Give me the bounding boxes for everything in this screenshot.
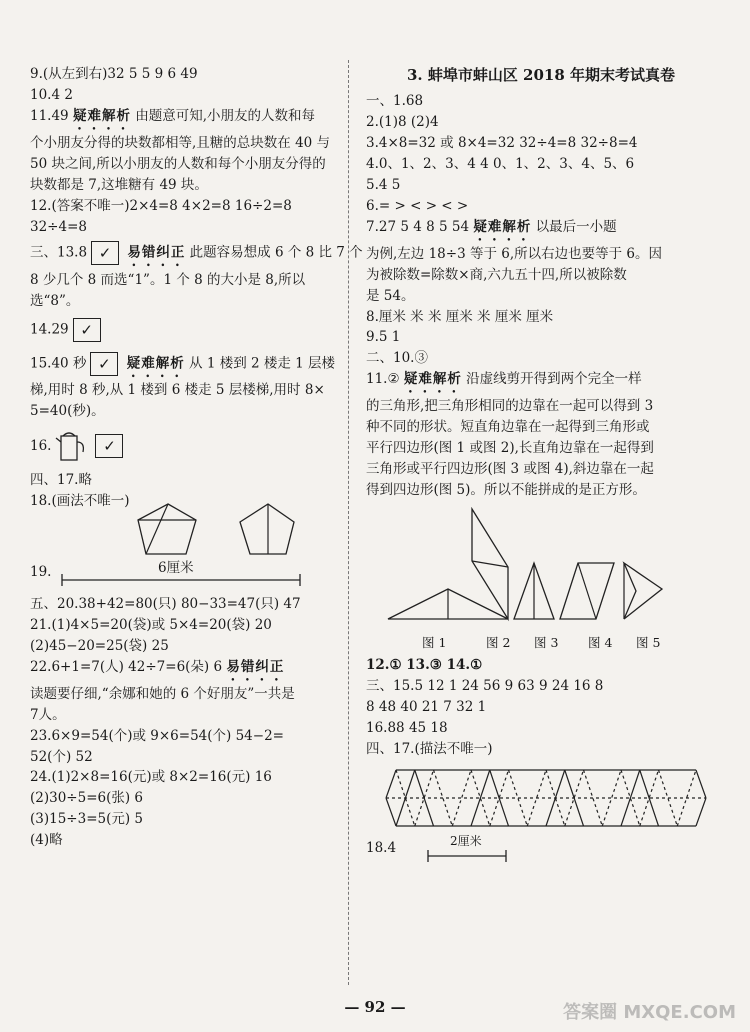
error-tag: 易错纠正: [127, 244, 186, 261]
answer-14: 14.29 ✓: [30, 318, 340, 342]
answer-r2: 2.(1)8 (2)4: [366, 114, 439, 131]
answer-16: 16. ✓: [30, 428, 340, 464]
answer-24: 24.(1)2×8=16(元)或 8×2=16(元) 16: [30, 769, 272, 786]
answer-r1: 一、1.68: [366, 93, 424, 110]
answer-19: 19. 6厘米: [30, 562, 340, 590]
answer-r8: 8.厘米 米 米 厘米 米 厘米 厘米: [366, 308, 554, 325]
left-column: 9.(从左到右)32 5 5 9 6 49 10.4 2 11.49 疑难解析 由题意可知,小朋友的人数和每 个小朋友分得的块数都相等,且糖的总块数在 40 与 50 块之间,所以小朋友的人数和每个小朋友分得的 块数都是 7,这堆糖有 49 块。 12.(答案不唯一)2×4=8 4×2=8 16÷2=8 32÷4=8 三、13.8 ✓ 易错纠正 此题容易想成 6 个 8 比 7 个 8 少几个 8 而选“1”。1 个 8 的大小是 8,所以 选“8”。 14.29 ✓ 15.40 秒 ✓ 疑难解析 从 1 楼到 2 楼走 1 层楼 梯,用时 8 秒,从 1 楼到 6 楼走 5 层楼梯,用时 8× 5=40(秒)。 16. ✓ 四、17.略 18.(画法不唯一) 19. 6厘米 五、20.38+42=80(只) 80−33=47(只) 47 21.(1)4×5=20(袋)或 5×4=20(袋) 20 (2)45−20=25(袋) 25 22.6+1=7(人) 42÷7=6(朵) 6 易错纠正 读题要仔细,“余娜和她的 6 个好朋友”一共是 7人。 23.6×9=54(个)或 9×6=54(个) 54−2= 52(个) 52 24.(1)2×8=16(元)或 8×2=16(元) 16 (2)30÷5=6(张) 6 (3)15÷3=5(元) 5 (4)略: [30, 66, 363, 849]
answer-r9: 9.5 1: [366, 329, 401, 346]
check-box: ✓: [90, 352, 118, 376]
answer-r4: 4.0、1、2、3、4 4 0、1、2、3、4、5、6: [366, 156, 635, 173]
answer-r11: 11.② 疑难解析 沿虚线剪开得到两个完全一样: [366, 371, 642, 388]
section-title: 3. 蚌埠市蚌山区 2018 年期末考试真卷: [406, 66, 676, 84]
page-number: — 92 —: [344, 998, 406, 1016]
answer-23: 23.6×9=54(个)或 9×6=54(个) 54−2=: [30, 727, 284, 744]
error-tag: 易错纠正: [226, 658, 285, 675]
kettle-icon: [55, 428, 87, 464]
answer-r3: 3.4×8=32 或 8×4=32 32÷4=8 32÷8=4: [366, 135, 638, 152]
column-divider: [348, 60, 349, 985]
answer-13: 三、13.8 ✓ 易错纠正 此题容易想成 6 个 8 比 7 个: [30, 241, 340, 270]
answer-r12: 12.① 13.③ 14.①: [366, 656, 483, 673]
answer-r15: 三、15.5 12 1 24 56 9 63 9 24 16 8: [366, 677, 604, 694]
segment-label: 6厘米: [158, 559, 194, 576]
answer-r6: 6.= > < > < >: [366, 197, 469, 214]
answer-10: 10.4 2: [30, 86, 73, 103]
answer-9: 9.(从左到右)32 5 5 9 6 49: [30, 66, 198, 82]
check-box: ✓: [91, 241, 119, 265]
difficulty-tag: 疑难解析: [403, 371, 462, 388]
difficulty-tag: 疑难解析: [126, 355, 185, 372]
check-box: ✓: [73, 318, 101, 342]
figure-labels: 图 1 图 2 图 3 图 4 图 5: [422, 634, 661, 650]
check-box: ✓: [95, 434, 123, 458]
watermark: 答案圈 MXQE.COM: [563, 1002, 736, 1023]
segment-label: 2厘米: [450, 833, 482, 848]
answer-r18: 18.4 2厘米: [366, 838, 716, 868]
answer-15: 15.40 秒 ✓ 疑难解析 从 1 楼到 2 楼走 1 层楼: [30, 352, 340, 381]
difficulty-tag: 疑难解析: [72, 107, 131, 124]
answer-22: 22.6+1=7(人) 42÷7=6(朵) 6 易错纠正: [30, 658, 285, 675]
triangle-figures: [366, 507, 716, 637]
answer-r5: 5.4 5: [366, 176, 401, 193]
right-column: 3. 蚌埠市蚌山区 2018 年期末考试真卷 一、1.68 2.(1)8 (2)4 3.4×8=32 或 8×4=32 32÷4=8 32÷8=4 4.0、1、2、3、4 4 0、1、2、3、4、5、6 5.4 5 6.= > < > < > 7.27 5 4 8 5 54 疑难解析 以最后一小题 为例,左边 18÷3 等于 6,所以右边也要等于 6。因 为被除数=除数×商,六九五十四,所以被除数 是 54。 8.厘米 米 米 厘米 米 厘米 厘米 9.5 1 二、10.③ 11.② 疑难解析 沿虚线剪开得到两个完全一样 的三角形,把三角形相同的边靠在一起可以得到 3 种不同的形状。短直角边靠在一起得到三角形或 平行四边形(图 1 或图 2),长直角边靠在一起得到 三角形或平行四边形(图 3 或图 4),斜边靠在一起 得到四边形(图 5)。所以不能拼成的是正方形。 图 1 图 2 图 3 图 4 图 5 12.① 13.③ 14.① 三、15.5 12 1 24 56 9 63 9 24 16 8 8 48 40 21 7 32 1 16.88 45 18 四、17.(描法不唯一) 18.4 2厘米: [366, 64, 716, 868]
answer-r7: 7.27 5 4 8 5 54 疑难解析 以最后一小题: [366, 218, 617, 235]
difficulty-tag: 疑难解析: [473, 218, 532, 235]
answer-r16: 16.88 45 18: [366, 719, 448, 736]
answer-12: 12.(答案不唯一)2×4=8 4×2=8 16÷2=8: [30, 197, 292, 214]
answer-17: 四、17.略: [30, 472, 92, 489]
answer-18: 18.(画法不唯一): [30, 493, 130, 510]
answer-20: 五、20.38+42=80(只) 80−33=47(只) 47: [30, 595, 301, 612]
answer-21: 21.(1)4×5=20(袋)或 5×4=20(袋) 20: [30, 616, 272, 633]
triangle-grid: [366, 764, 716, 832]
answer-r17: 四、17.(描法不唯一): [366, 740, 493, 757]
answer-11: 11.49 疑难解析 由题意可知,小朋友的人数和每: [30, 107, 316, 124]
answer-r10: 二、10.③: [366, 350, 428, 367]
